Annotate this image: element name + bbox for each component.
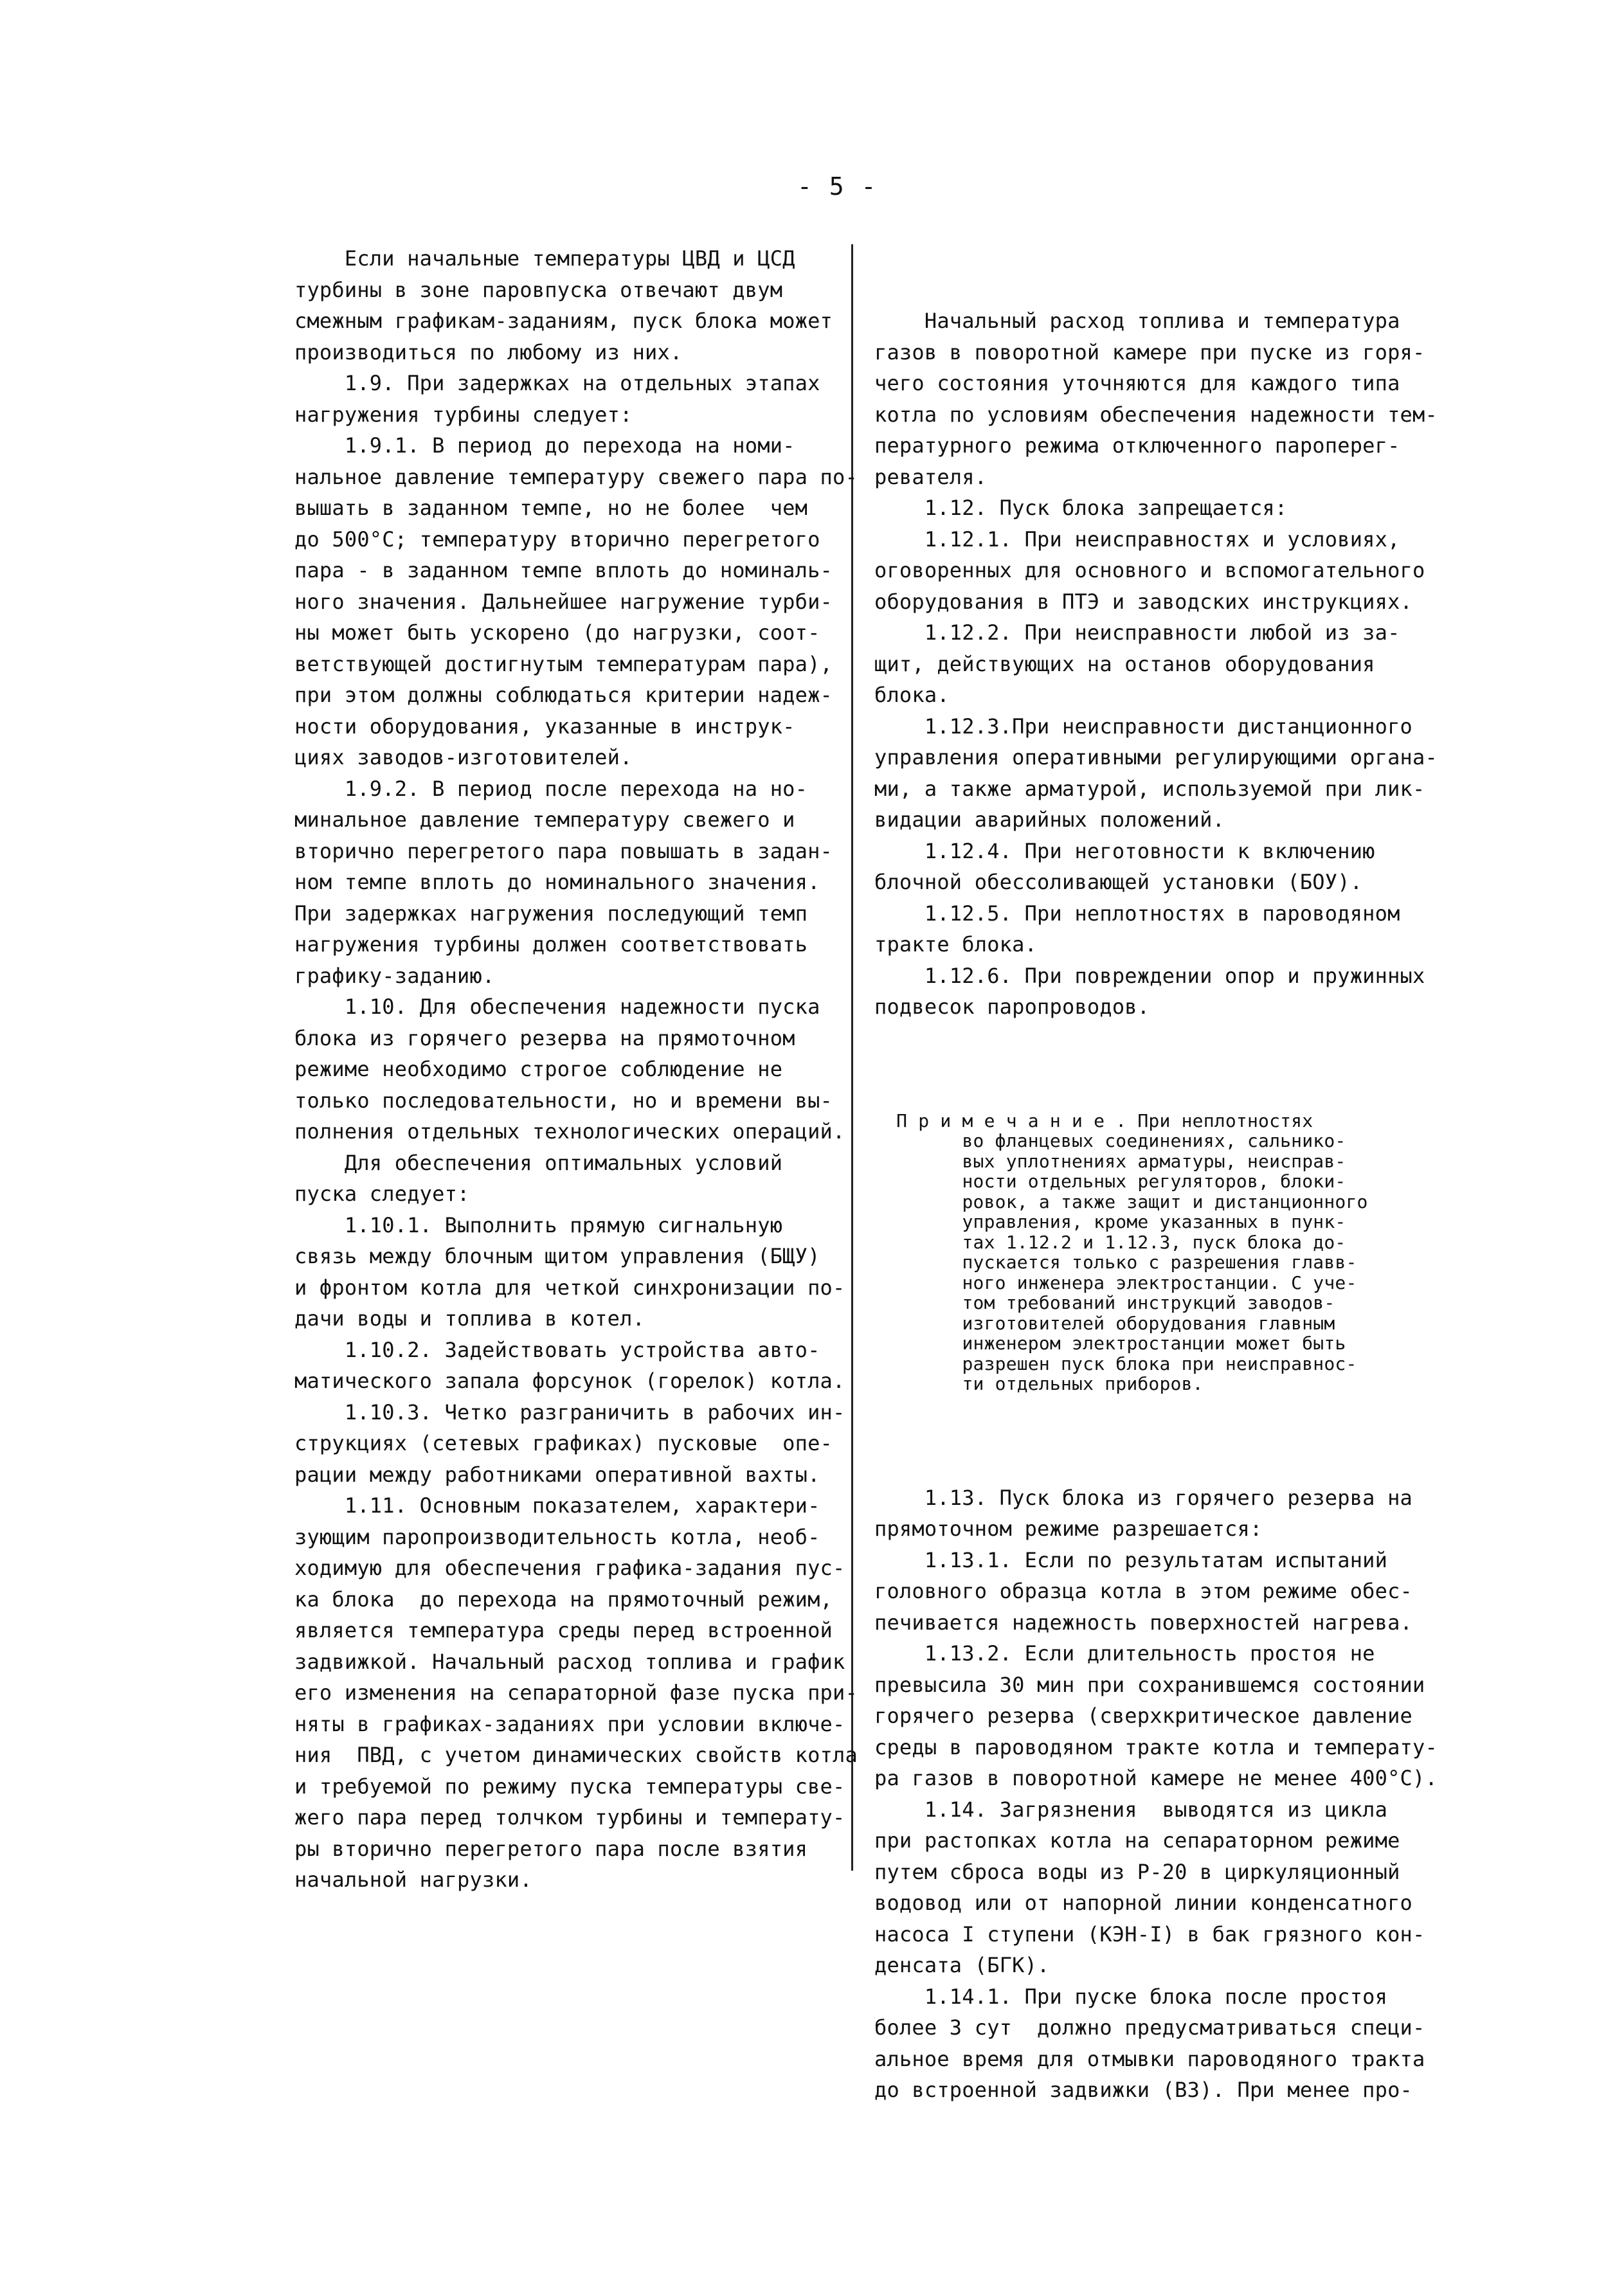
text-line: тракте блока.: [874, 932, 1038, 957]
text-line: 1.14. Загрязнения выводятся из цикла: [874, 1797, 1388, 1822]
text-line: его изменения на сепараторной фазе пуска при-: [294, 1680, 858, 1705]
text-line: струкциях (сетевых графиках) пусковые опе-: [294, 1431, 833, 1455]
text-line: ны может быть ускорено (до нагрузки, соот-: [294, 620, 820, 645]
text-line: и требуемой по режиму пуска температуры све-: [294, 1774, 845, 1799]
text-line: щит, действующих на останов оборудования: [874, 651, 1375, 676]
text-line: водовод или от напорной линии конденсатного: [874, 1891, 1413, 1915]
text-line: горячего резерва (сверхкритическое давление: [874, 1704, 1413, 1728]
right-column-bottom: [874, 1482, 1453, 2106]
text-line: 1.14.1. При пуске блока после простоя: [874, 1984, 1388, 2009]
text-line: турбины в зоне паровпуска отвечают двум: [294, 277, 783, 302]
note-line: ти отдельных приборов.: [874, 1373, 1204, 1394]
note-block: [874, 1111, 1453, 1394]
text-line: пуска следует:: [294, 1182, 470, 1206]
text-line: 1.9.1. В период до перехода на номи-: [294, 433, 795, 458]
text-line: является температура среды перед встроенной: [294, 1618, 833, 1642]
text-line: ра газов в поворотной камере не менее 400°С).: [874, 1766, 1438, 1790]
right-column: [874, 243, 1453, 2137]
text-line: при этом должны соблюдаться критерии надеж-: [294, 683, 833, 707]
note-line: изготовителей оборудования главным: [874, 1312, 1335, 1334]
text-line: минальное давление температуру свежего и: [294, 807, 795, 832]
text-line: среды в пароводяном тракте котла и температу-: [874, 1734, 1438, 1759]
text-line: 1.10.1. Выполнить прямую сигнальную: [294, 1212, 783, 1237]
text-line: пара - в заданном темпе вплоть до номиналь-: [294, 558, 833, 582]
note-line: пускается только с разрешения главв-: [874, 1252, 1357, 1273]
text-line: 1.12.1. При неисправностях и условиях,: [874, 526, 1400, 552]
text-line: головного образца котла в этом режиме обес-: [874, 1579, 1413, 1603]
text-line: пературного режима отключенного пароперег-: [874, 433, 1400, 458]
text-line: 1.12. Пуск блока запрещается:: [874, 496, 1288, 520]
text-line: 1.12.6. При повреждении опор и пружинных: [874, 963, 1425, 988]
text-line: только последовательности, но и времени вы-: [294, 1088, 833, 1113]
text-line: при растопках котла на сепараторном режиме: [874, 1828, 1400, 1853]
note-line: управления, кроме указанных в пунк-: [874, 1211, 1346, 1232]
text-line: нагружения турбины следует:: [294, 402, 633, 427]
text-line: более 3 сут должно предусматриваться специ-: [874, 2015, 1425, 2040]
text-line: блока из горячего резерва на прямоточном: [294, 1025, 795, 1050]
text-line: режиме необходимо строгое соблюдение не: [294, 1057, 783, 1081]
right-column-top: [874, 305, 1453, 1023]
text-line: жего пара перед толчком турбины и температу-: [294, 1805, 845, 1830]
text-line: 1.11. Основным показателем, характери-: [294, 1493, 820, 1518]
text-line: 1.10.3. Четко разграничить в рабочих ин-: [294, 1399, 845, 1425]
text-line: дачи воды и топлива в котел.: [294, 1306, 645, 1331]
text-line: насоса I ступени (КЭН-I) в бак грязного кон-: [874, 1921, 1425, 1947]
text-line: Начальный расход топлива и температура: [874, 309, 1400, 333]
text-line: 1.13.1. Если по результатам испытаний: [874, 1547, 1388, 1572]
text-line: 1.10.2. Задействовать устройства авто-: [294, 1337, 820, 1362]
text-line: ности оборудования, указанные в инструк-: [294, 714, 795, 739]
note-line: ного инженера электростанции. С уче-: [874, 1272, 1357, 1293]
text-line: печивается надежность поверхностей нагрева.: [874, 1610, 1413, 1635]
text-line: превысила 30 мин при сохранившемся состоянии: [874, 1672, 1425, 1697]
text-line: газов в поворотной камере при пуске из горя-: [874, 339, 1425, 364]
text-line: циях заводов-изготовителей.: [294, 745, 633, 769]
text-line: прямоточном режиме разрешается:: [874, 1516, 1263, 1541]
text-line: блока.: [874, 683, 950, 707]
text-line: матического запала форсунок (горелок) котла.: [294, 1369, 845, 1393]
text-line: ном темпе вплоть до номинального значения.: [294, 870, 820, 894]
text-line: до 500°С; температуру вторично перегретого: [294, 526, 820, 552]
text-line: нагружения турбины должен соответствовать: [294, 932, 808, 957]
text-line: вышать в заданном темпе, но не более чем: [294, 496, 808, 520]
text-line: 1.13. Пуск блока из горячего резерва на: [874, 1485, 1413, 1510]
text-line: связь между блочным щитом управления (БЩУ): [294, 1244, 820, 1268]
text-line: начальной нагрузки.: [294, 1867, 532, 1892]
note-line: инженером электростанции может быть: [874, 1333, 1346, 1354]
text-line: управления оперативными регулирующими органа-: [874, 745, 1438, 769]
text-line: задвижкой. Начальный расход топлива и график: [294, 1649, 845, 1674]
text-line: рации между работниками оперативной вахты.: [294, 1462, 820, 1487]
text-line: котла по условиям обеспечения надежности тем-: [874, 402, 1438, 427]
text-line: и фронтом котла для четкой синхронизации по-: [294, 1275, 845, 1300]
text-line: 1.12.5. При неплотностях в пароводяном: [874, 901, 1400, 926]
text-line: ры вторично перегретого пара после взятия: [294, 1836, 808, 1861]
text-line: оговоренных для основного и вспомогательного: [874, 558, 1425, 582]
text-line: 1.12.4. При неготовности к включению: [874, 838, 1375, 863]
text-line: блочной обессоливающей установки (БОУ).: [874, 870, 1363, 894]
text-line: Если начальные температуры ЦВД и ЦСД: [294, 246, 795, 271]
text-line: нальное давление температуру свежего пара по-: [294, 464, 858, 489]
note-line: П р и м е ч а н и е . При неплотностях: [874, 1110, 1313, 1131]
text-line: 1.12.2. При неисправности любой из за-: [874, 620, 1400, 645]
text-line: полнения отдельных технологических операций.: [294, 1119, 845, 1144]
text-line: денсата (БГК).: [874, 1953, 1050, 1977]
text-line: ка блока до перехода на прямоточный режим,: [294, 1587, 833, 1612]
text-line: смежным графикам-заданиям, пуск блока может: [294, 309, 833, 333]
text-line: зующим паропроизводительность котла, необ-: [294, 1524, 820, 1549]
text-line: ми, а также арматурой, используемой при лик-: [874, 776, 1425, 801]
text-line: путем сброса воды из Р-20 в циркуляционный: [874, 1859, 1400, 1884]
note-line: ности отдельных регуляторов, блоки-: [874, 1171, 1346, 1192]
text-line: подвесок паропроводов.: [874, 994, 1150, 1019]
text-line: оборудования в ПТЭ и заводских инструкциях.: [874, 589, 1413, 614]
text-line: до встроенной задвижки (ВЗ). При менее про-: [874, 2078, 1413, 2102]
text-line: чего состояния уточняются для каждого типа: [874, 371, 1400, 395]
left-column: [294, 243, 858, 1896]
note-line: тах 1.12.2 и 1.12.3, пуск блока до-: [874, 1231, 1346, 1253]
text-line: Для обеспечения оптимальных условий: [294, 1150, 783, 1175]
note-line: ровок, а также защит и дистанционного: [874, 1191, 1368, 1212]
note-line: том требований инструкций заводов-: [874, 1292, 1335, 1313]
text-line: ного значения. Дальнейшее нагружение турби-: [294, 589, 833, 614]
text-line: производиться по любому из них.: [294, 339, 683, 364]
text-line: 1.9.2. В период после перехода на но-: [294, 776, 808, 801]
text-line: няты в графиках-заданиях при условии включе-: [294, 1711, 845, 1736]
text-line: вторично перегретого пара повышать в задан-: [294, 838, 833, 863]
note-line: во фланцевых соединениях, сальнико-: [874, 1130, 1346, 1151]
text-line: ревателя.: [874, 464, 988, 489]
page-number: - 5 -: [797, 172, 878, 201]
text-line: 1.12.3.При неисправности дистанционного: [874, 714, 1413, 739]
note-line: разрешен пуск блока при неисправнос-: [874, 1353, 1357, 1374]
note-line: вых уплотнениях арматуры, неисправ-: [874, 1150, 1346, 1172]
text-line: ветствующей достигнутым температурам пара),: [294, 651, 833, 676]
text-line: графику-заданию.: [294, 963, 495, 988]
text-line: 1.9. При задержках на отдельных этапах: [294, 371, 820, 395]
text-line: 1.13.2. Если длительность простоя не: [874, 1641, 1375, 1666]
text-line: 1.10. Для обеспечения надежности пуска: [294, 994, 820, 1019]
text-line: При задержках нагружения последующий темп: [294, 901, 808, 926]
text-line: ния ПВД, с учетом динамических свойств котла: [294, 1743, 858, 1767]
text-line: видации аварийных положений.: [874, 807, 1225, 832]
text-line: альное время для отмывки пароводяного тракта: [874, 2046, 1425, 2071]
text-line: ходимую для обеспечения графика-задания пус-: [294, 1556, 845, 1580]
